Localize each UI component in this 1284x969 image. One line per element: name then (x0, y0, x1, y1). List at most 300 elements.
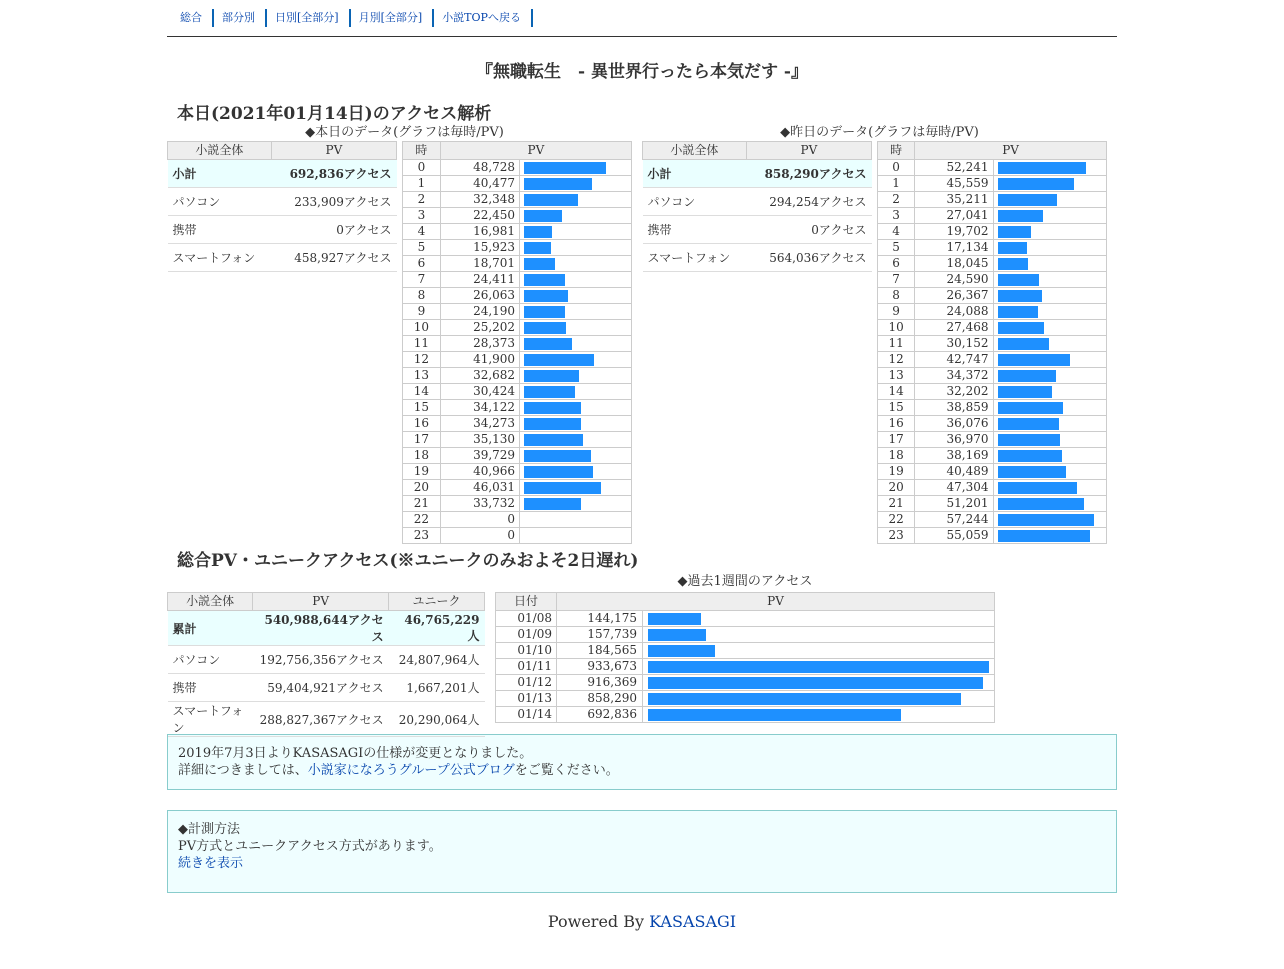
pv-cell: 30,152 (915, 336, 993, 352)
pv-cell: 858,290 (557, 691, 643, 707)
total-label: 累計 (168, 611, 253, 646)
pv-cell: 45,559 (915, 176, 993, 192)
summary-value: 564,036アクセス (746, 244, 871, 272)
pv-bar (648, 677, 983, 689)
pv-cell: 57,244 (915, 512, 993, 528)
hourly-row (403, 224, 632, 240)
bar-cell (993, 272, 1106, 288)
bar-cell (520, 352, 632, 368)
col-header-date: 日付 (496, 593, 557, 611)
pv-bar (998, 466, 1066, 478)
hour-cell: 1 (403, 176, 441, 192)
bar-cell (643, 611, 995, 627)
hour-cell: 23 (403, 528, 441, 544)
pv-bar (524, 498, 581, 510)
bar-cell (643, 691, 995, 707)
pv-cell: 40,477 (440, 176, 519, 192)
page-wrapper (167, 0, 1117, 931)
hour-cell: 13 (403, 368, 441, 384)
summary-row (168, 216, 397, 244)
bar-cell (520, 240, 632, 256)
method-body: PV方式とユニークアクセス方式があります。 (178, 839, 442, 854)
pv-cell: 34,122 (440, 400, 519, 416)
hour-cell: 6 (878, 256, 915, 272)
hourly-row (878, 288, 1107, 304)
pv-bar (524, 338, 572, 350)
pv-cell: 35,130 (440, 432, 519, 448)
pv-cell: 27,468 (915, 320, 993, 336)
bar-cell (520, 192, 632, 208)
bar-cell (520, 496, 632, 512)
col-header-novel: 小説全体 (168, 593, 253, 611)
hourly-row (403, 432, 632, 448)
pv-cell: 26,063 (440, 288, 519, 304)
summary-label: スマートフォン (168, 244, 272, 272)
bar-cell (993, 496, 1106, 512)
pv-bar (524, 306, 565, 318)
hour-cell: 15 (878, 400, 915, 416)
pv-bar (998, 370, 1056, 382)
pv-bar (998, 290, 1042, 302)
bar-cell (993, 528, 1106, 544)
col-header-pv: PV (271, 142, 396, 160)
hour-cell: 22 (403, 512, 441, 528)
hour-cell: 0 (878, 160, 915, 176)
hour-cell: 18 (878, 448, 915, 464)
bar-cell (520, 272, 632, 288)
pv-cell: 30,424 (440, 384, 519, 400)
hourly-row (403, 240, 632, 256)
pv-cell: 144,175 (557, 611, 643, 627)
hour-cell: 20 (403, 480, 441, 496)
pv-cell: 38,859 (915, 400, 993, 416)
summary-value: 233,909アクセス (271, 188, 396, 216)
pv-bar (524, 194, 578, 206)
col-header-novel: 小説全体 (643, 142, 747, 160)
pv-cell: 25,202 (440, 320, 519, 336)
pv-bar (524, 466, 593, 478)
hour-cell: 23 (878, 528, 915, 544)
pv-cell: 32,348 (440, 192, 519, 208)
total-row (168, 702, 485, 737)
bar-cell (520, 160, 632, 176)
pv-bar (648, 613, 701, 625)
pv-cell: 33,732 (440, 496, 519, 512)
bar-cell (993, 336, 1106, 352)
bar-cell (993, 208, 1106, 224)
nav-link-4[interactable]: 小説TOPへ戻る (434, 9, 533, 27)
pv-cell: 46,031 (440, 480, 519, 496)
pv-bar (524, 178, 592, 190)
date-cell: 01/10 (496, 643, 557, 659)
pv-bar (998, 306, 1038, 318)
pv-bar (998, 210, 1043, 222)
bar-cell (643, 659, 995, 675)
hourly-row (403, 160, 632, 176)
bar-cell (993, 384, 1106, 400)
notice-line2 (178, 762, 1106, 779)
pv-bar (998, 418, 1059, 430)
hour-cell: 0 (403, 160, 441, 176)
pv-bar (524, 242, 551, 254)
total-table (167, 592, 485, 737)
pv-cell: 16,981 (440, 224, 519, 240)
bar-cell (520, 336, 632, 352)
pv-cell: 184,565 (557, 643, 643, 659)
pv-bar (524, 290, 568, 302)
bar-cell (520, 288, 632, 304)
pv-bar (998, 274, 1039, 286)
summary-label: スマートフォン (643, 244, 747, 272)
bar-cell (643, 707, 995, 723)
pv-bar (524, 258, 555, 270)
hourly-row (403, 192, 632, 208)
pv-bar (998, 450, 1062, 462)
pv-cell: 34,372 (915, 368, 993, 384)
hour-cell: 1 (878, 176, 915, 192)
total-unique: 24,807,964人 (389, 646, 485, 674)
summary-label: 小計 (643, 160, 747, 188)
hourly-row (878, 384, 1107, 400)
hourly-row (878, 368, 1107, 384)
total-unique: 1,667,201人 (389, 674, 485, 702)
hour-cell: 5 (403, 240, 441, 256)
pv-cell: 32,202 (915, 384, 993, 400)
spec-change-notice (167, 734, 1117, 790)
hour-cell: 5 (878, 240, 915, 256)
hourly-row (878, 480, 1107, 496)
total-label: スマートフォン (168, 702, 253, 737)
bar-cell (520, 528, 632, 544)
pv-cell: 19,702 (915, 224, 993, 240)
hourly-row (878, 528, 1107, 544)
hour-cell: 10 (878, 320, 915, 336)
hourly-row (403, 416, 632, 432)
pv-bar (648, 661, 989, 673)
pv-cell: 18,701 (440, 256, 519, 272)
summary-label: パソコン (643, 188, 747, 216)
hourly-row (878, 448, 1107, 464)
hour-cell: 4 (878, 224, 915, 240)
pv-cell: 157,739 (557, 627, 643, 643)
pv-bar (524, 322, 566, 334)
hourly-row (878, 272, 1107, 288)
week-row (496, 643, 995, 659)
pv-bar (648, 693, 961, 705)
pv-bar (648, 645, 715, 657)
footer-prefix: Powered By (547, 912, 650, 931)
notice-line2-suffix: をご覧ください。 (514, 763, 619, 778)
summary-row (168, 160, 397, 188)
week-caption: ◆過去1週間のアクセス (677, 574, 813, 589)
yesterday-caption: ◆昨日のデータ(グラフは毎時/PV) (780, 125, 979, 140)
bar-cell (520, 384, 632, 400)
hour-cell: 3 (878, 208, 915, 224)
bar-cell (993, 256, 1106, 272)
hourly-row (403, 512, 632, 528)
bar-cell (520, 368, 632, 384)
hourly-row (403, 464, 632, 480)
pv-cell: 22,450 (440, 208, 519, 224)
hourly-row (878, 160, 1107, 176)
total-label: パソコン (168, 646, 253, 674)
hourly-row (878, 352, 1107, 368)
pv-bar (998, 386, 1052, 398)
pv-cell: 38,169 (915, 448, 993, 464)
hourly-row (403, 208, 632, 224)
pv-cell: 34,273 (440, 416, 519, 432)
pv-bar (648, 709, 901, 721)
bar-cell (993, 512, 1106, 528)
pv-bar (998, 354, 1070, 366)
hourly-row (878, 208, 1107, 224)
pv-bar (524, 370, 579, 382)
today-hourly-table (402, 141, 632, 544)
pv-cell: 36,076 (915, 416, 993, 432)
summary-label: パソコン (168, 188, 272, 216)
summary-label: 携帯 (643, 216, 747, 244)
pv-bar (998, 338, 1049, 350)
pv-bar (998, 498, 1084, 510)
hourly-header-row (878, 142, 1107, 160)
total-header-row (168, 593, 485, 611)
hour-cell: 7 (403, 272, 441, 288)
hourly-row (403, 272, 632, 288)
pv-bar (524, 226, 552, 238)
total-label: 携帯 (168, 674, 253, 702)
col-header-novel: 小説全体 (168, 142, 272, 160)
yesterday-hourly-table (877, 141, 1107, 544)
pv-bar (998, 178, 1074, 190)
hourly-header-row (403, 142, 632, 160)
summary-value: 0アクセス (271, 216, 396, 244)
hourly-row (878, 496, 1107, 512)
bar-cell (993, 160, 1106, 176)
summary-row (643, 216, 872, 244)
total-unique: 46,765,229人 (389, 611, 485, 646)
hour-cell: 9 (878, 304, 915, 320)
pv-cell: 55,059 (915, 528, 993, 544)
summary-header-row (643, 142, 872, 160)
bar-cell (520, 432, 632, 448)
footer (167, 912, 1117, 931)
hour-cell: 12 (878, 352, 915, 368)
bar-cell (993, 192, 1106, 208)
pv-bar (998, 226, 1031, 238)
bar-cell (643, 643, 995, 659)
pv-cell: 0 (440, 512, 519, 528)
bar-cell (520, 320, 632, 336)
pv-bar (998, 402, 1063, 414)
total-pv: 540,988,644アクセス (253, 611, 389, 646)
date-cell: 01/14 (496, 707, 557, 723)
hourly-row (403, 528, 632, 544)
hour-cell: 18 (403, 448, 441, 464)
pv-bar (998, 434, 1060, 446)
total-row (168, 646, 485, 674)
pv-cell: 51,201 (915, 496, 993, 512)
summary-row (643, 188, 872, 216)
hour-cell: 20 (878, 480, 915, 496)
week-row (496, 707, 995, 723)
bar-cell (993, 416, 1106, 432)
pv-cell: 41,900 (440, 352, 519, 368)
hour-cell: 17 (878, 432, 915, 448)
nav-link-3[interactable]: 月別[全部分] (351, 9, 435, 27)
hour-cell: 21 (403, 496, 441, 512)
hourly-row (403, 384, 632, 400)
summary-row (168, 188, 397, 216)
hourly-row (403, 288, 632, 304)
pv-cell: 24,088 (915, 304, 993, 320)
bar-cell (520, 512, 632, 528)
nav-link-0[interactable]: 総合 (172, 9, 214, 27)
summary-label: 携帯 (168, 216, 272, 244)
hour-cell: 7 (878, 272, 915, 288)
official-blog-link[interactable]: 小説家になろうグループ公式ブログ (307, 763, 515, 778)
hour-cell: 2 (403, 192, 441, 208)
total-pv: 59,404,921アクセス (253, 674, 389, 702)
today-caption: ◆本日のデータ(グラフは毎時/PV) (305, 125, 504, 140)
total-pv: 288,827,367アクセス (253, 702, 389, 737)
pv-cell: 40,489 (915, 464, 993, 480)
hourly-row (878, 416, 1107, 432)
bar-cell (520, 176, 632, 192)
nav-link-2[interactable]: 日別[全部分] (267, 9, 351, 27)
hourly-row (403, 496, 632, 512)
bar-cell (643, 675, 995, 691)
pv-cell: 32,682 (440, 368, 519, 384)
pv-bar (648, 629, 706, 641)
hourly-row (878, 464, 1107, 480)
today-heading: 本日(2021年01月14日)のアクセス解析 (177, 104, 492, 124)
hourly-row (403, 304, 632, 320)
summary-row (643, 244, 872, 272)
pv-bar (524, 386, 575, 398)
week-row (496, 691, 995, 707)
pv-bar (998, 482, 1077, 494)
pv-cell: 35,211 (915, 192, 993, 208)
notice-line1: 2019年7月3日よりKASASAGIの仕様が変更となりました。 (178, 746, 533, 761)
hour-cell: 19 (403, 464, 441, 480)
hour-cell: 9 (403, 304, 441, 320)
bar-cell (993, 224, 1106, 240)
bar-cell (993, 448, 1106, 464)
pv-cell: 52,241 (915, 160, 993, 176)
hourly-row (878, 512, 1107, 528)
kasasagi-link[interactable]: KASASAGI (649, 912, 737, 931)
hour-cell: 13 (878, 368, 915, 384)
hour-cell: 8 (403, 288, 441, 304)
week-row (496, 675, 995, 691)
hourly-row (878, 336, 1107, 352)
total-unique: 20,290,064人 (389, 702, 485, 737)
hourly-row (403, 368, 632, 384)
pv-cell: 48,728 (440, 160, 519, 176)
hourly-row (878, 432, 1107, 448)
bar-cell (993, 464, 1106, 480)
pv-cell: 0 (440, 528, 519, 544)
pv-bar (998, 258, 1028, 270)
hour-cell: 10 (403, 320, 441, 336)
pv-cell: 17,134 (915, 240, 993, 256)
hour-cell: 8 (878, 288, 915, 304)
pv-cell: 692,836 (557, 707, 643, 723)
summary-value: 294,254アクセス (746, 188, 871, 216)
date-cell: 01/13 (496, 691, 557, 707)
week-row (496, 627, 995, 643)
method-title: ◆計測方法 (178, 822, 240, 837)
total-pv: 192,756,356アクセス (253, 646, 389, 674)
hour-cell: 12 (403, 352, 441, 368)
bar-cell (993, 368, 1106, 384)
date-cell: 01/08 (496, 611, 557, 627)
summary-header-row (168, 142, 397, 160)
bar-cell (993, 288, 1106, 304)
pv-bar (524, 354, 594, 366)
summary-row (643, 160, 872, 188)
pv-bar (998, 194, 1057, 206)
total-row (168, 674, 485, 702)
bar-cell (643, 627, 995, 643)
bar-cell (993, 480, 1106, 496)
bar-cell (520, 304, 632, 320)
pv-cell: 18,045 (915, 256, 993, 272)
week-header-row (496, 593, 995, 611)
novel-title: 『無職転生 - 異世界行ったら本気だす -』 (476, 62, 808, 82)
show-more-link[interactable]: 続きを表示 (178, 856, 244, 871)
pv-bar (524, 418, 581, 430)
bar-cell (993, 304, 1106, 320)
top-nav (167, 0, 1117, 37)
hour-cell: 17 (403, 432, 441, 448)
week-table (495, 592, 995, 723)
pv-cell: 24,590 (915, 272, 993, 288)
hour-cell: 16 (878, 416, 915, 432)
pv-cell: 36,970 (915, 432, 993, 448)
summary-value: 0アクセス (746, 216, 871, 244)
pv-cell: 47,304 (915, 480, 993, 496)
bar-cell (993, 320, 1106, 336)
hourly-row (878, 320, 1107, 336)
yesterday-summary-table (642, 141, 872, 272)
bar-cell (993, 176, 1106, 192)
hourly-row (403, 480, 632, 496)
pv-bar (524, 450, 591, 462)
col-header-pv: PV (440, 142, 631, 160)
bar-cell (520, 464, 632, 480)
bar-cell (993, 240, 1106, 256)
bar-cell (520, 208, 632, 224)
pv-bar (524, 162, 606, 174)
hour-cell: 16 (403, 416, 441, 432)
pv-cell: 27,041 (915, 208, 993, 224)
hour-cell: 11 (403, 336, 441, 352)
summary-value: 458,927アクセス (271, 244, 396, 272)
week-row (496, 611, 995, 627)
nav-link-1[interactable]: 部分別 (214, 9, 267, 27)
bar-cell (520, 400, 632, 416)
col-header-pv: PV (557, 593, 995, 611)
week-row (496, 659, 995, 675)
col-header-hour: 時 (878, 142, 915, 160)
summary-row (168, 244, 397, 272)
pv-bar (524, 434, 583, 446)
pv-cell: 39,729 (440, 448, 519, 464)
pv-bar (524, 210, 562, 222)
hour-cell: 21 (878, 496, 915, 512)
date-cell: 01/12 (496, 675, 557, 691)
